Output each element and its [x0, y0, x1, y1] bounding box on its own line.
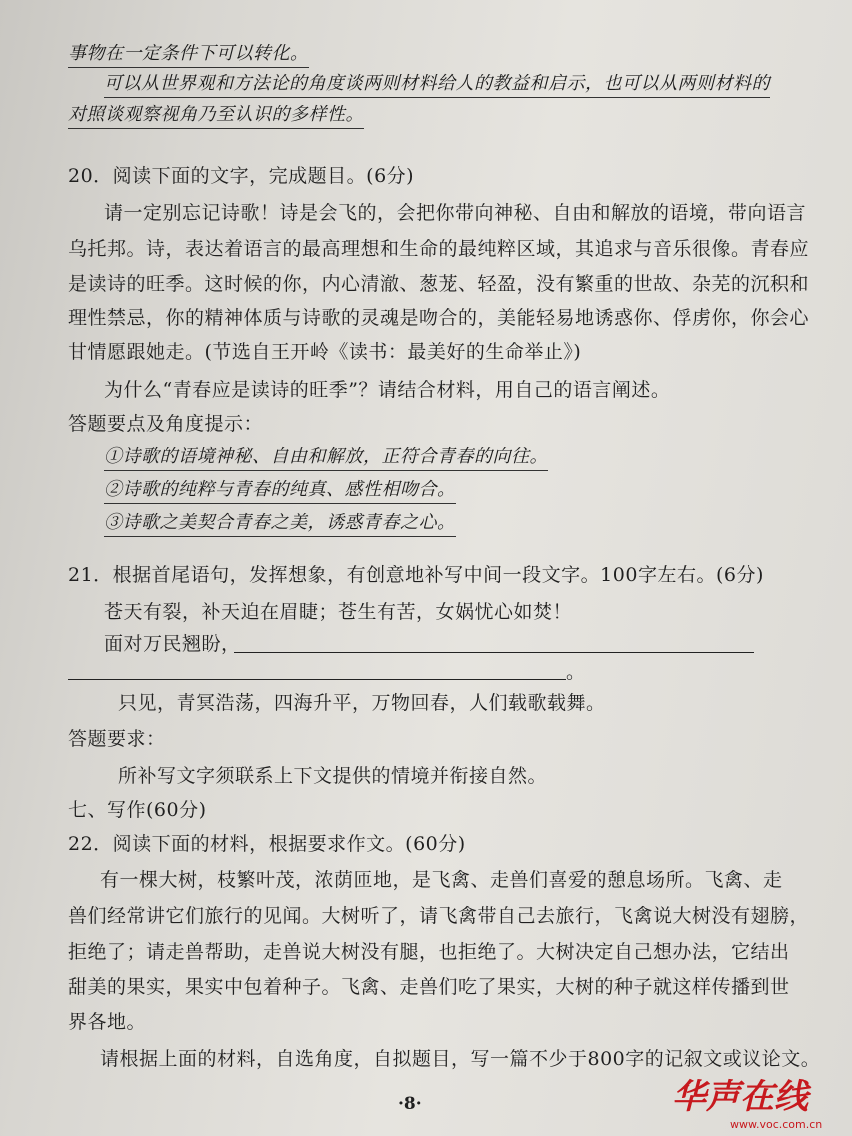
q20-point-3: ③诗歌之美契合青春之美，诱惑青春之心。 [104, 511, 456, 537]
q21-end-mark: 。 [566, 661, 586, 683]
q20-paragraph-line-2: 乌托邦。诗，表达着语言的最高理想和生命的最纯粹区域，其追求与音乐很像。青春应 [68, 238, 810, 260]
q20-paragraph-line-5: 甘情愿跟她走。(节选自王开岭《读书：最美好的生命举止》) [68, 341, 582, 363]
answer-line-1: 事物在一定条件下可以转化。 [68, 42, 309, 68]
q22-paragraph-line-2: 兽们经常讲它们旅行的见闻。大树听了，请飞禽带自己去旅行，飞禽说大树没有翅膀， [68, 905, 810, 927]
q22-instruction: 请根据上面的材料，自选角度，自拟题目，写一篇不少于800字的记叙文或议论文。 [100, 1048, 821, 1070]
q22-paragraph-line-1: 有一棵大树，枝繁叶茂，浓荫匝地，是飞禽、走兽们喜爱的憩息场所。飞禽、走 [100, 869, 783, 891]
q20-question: 为什么“青春应是读诗的旺季”？请结合材料，用自己的语言阐述。 [104, 379, 671, 401]
page-number: ·8· [398, 1094, 422, 1114]
q21-blank-line-2[interactable] [68, 679, 566, 680]
q21-opening-line: 苍天有裂，补天迫在眉睫；苍生有苦，女娲忧心如焚！ [104, 601, 573, 623]
voc-watermark-logo [668, 1070, 848, 1134]
q20-paragraph-line-4: 理性禁忌，你的精神体质与诗歌的灵魂是吻合的，美能轻易地诱惑你、俘虏你，你会心 [68, 307, 810, 329]
q20-title: 20．阅读下面的文字，完成题目。(6分) [68, 165, 415, 187]
watermark-text: 华声在线 [672, 1077, 808, 1117]
q21-blank-line-1[interactable] [234, 652, 754, 653]
q20-paragraph-line-3: 是读诗的旺季。这时候的你，内心清澈、葱茏、轻盈，没有繁重的世故、杂芜的沉积和 [68, 273, 810, 295]
answer-line-2: 可以从世界观和方法论的角度谈两则材料给人的教益和启示，也可以从两则材料的 [104, 72, 770, 98]
q21-closing-line: 只见，青冥浩荡，四海升平，万物回春，人们载歌载舞。 [118, 692, 606, 714]
answer-line-3: 对照谈观察视角乃至认识的多样性。 [68, 103, 364, 129]
q22-paragraph-line-4: 甜美的果实，果实中包着种子。飞禽、走兽们吃了果实，大树的种子就这样传播到世 [68, 976, 790, 998]
q20-hint-label: 答题要点及角度提示： [68, 413, 264, 435]
section-7-title: 七、写作(60分) [68, 799, 207, 821]
q21-prompt-start: 面对万民翘盼， [104, 633, 241, 655]
q21-requirement: 所补写文字须联系上下文提供的情境并衔接自然。 [118, 765, 548, 787]
q22-title: 22．阅读下面的材料，根据要求作文。(60分) [68, 833, 466, 855]
q22-paragraph-line-3: 拒绝了；请走兽帮助，走兽说大树没有腿，也拒绝了。大树决定自己想办法，它结出 [68, 941, 790, 963]
q22-paragraph-line-5: 界各地。 [68, 1011, 147, 1033]
q21-title: 21．根据首尾语句，发挥想象，有创意地补写中间一段文字。100字左右。(6分) [68, 564, 764, 586]
q21-requirement-label: 答题要求： [68, 728, 166, 750]
q20-paragraph-line-1: 请一定别忘记诗歌！诗是会飞的，会把你带向神秘、自由和解放的语境，带向语言 [104, 202, 807, 224]
q20-point-2: ②诗歌的纯粹与青春的纯真、感性相吻合。 [104, 478, 456, 504]
watermark-url: www.voc.com.cn [730, 1118, 823, 1131]
q20-point-1: ①诗歌的语境神秘、自由和解放，正符合青春的向往。 [104, 445, 548, 471]
